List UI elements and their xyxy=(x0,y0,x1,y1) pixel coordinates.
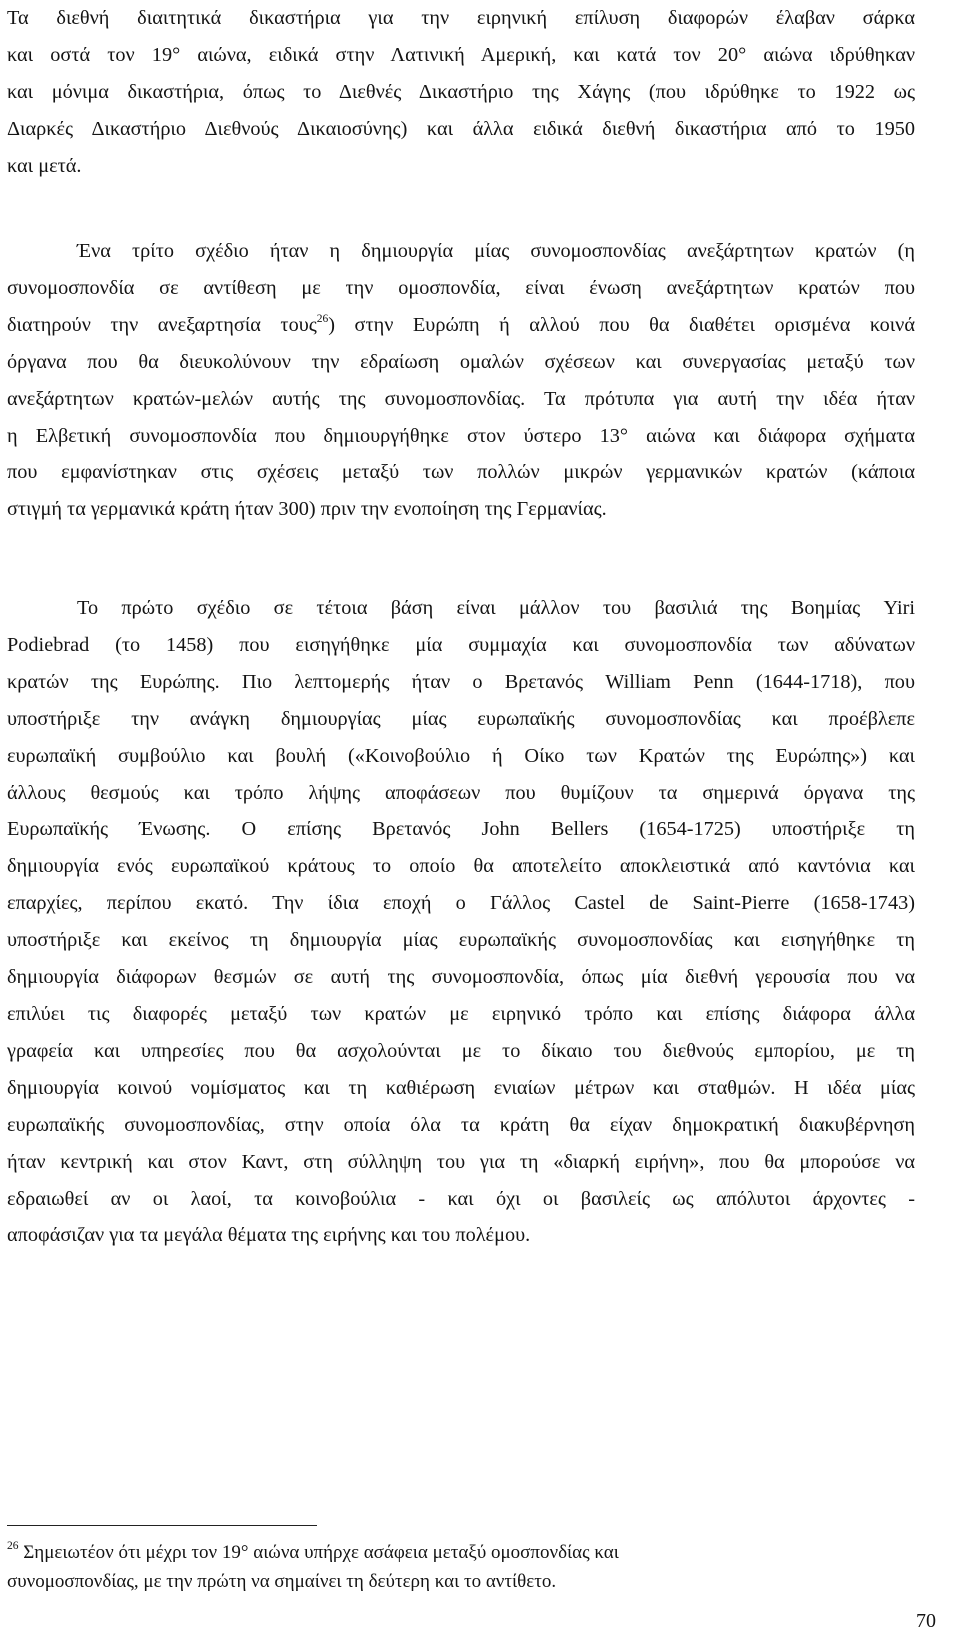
text-line: και μόνιμα δικαστήρια, όπως το Διεθνές Δικαστήριο της Χάγης (που ιδρύθηκε το 1922 ως xyxy=(7,80,915,103)
footnote-line: συνομοσπονδίας, με την πρώτη να σημαίνει τη δεύτερη και το αντίθετο. xyxy=(7,1571,557,1592)
footnote-number: 26 xyxy=(7,1540,19,1552)
footnote-reference[interactable]: 26 xyxy=(316,312,329,325)
text-line: επιλύει τις διαφορές μεταξύ των κρατών με ειρηνικό τρόπο και επίσης διάφορα άλλα xyxy=(7,1002,915,1025)
footnote-text: Σημειωτέον ότι μέχρι τον 19° αιώνα υπήρχε ασάφεια μεταξύ ομοσπονδίας και xyxy=(23,1542,619,1563)
footnote xyxy=(7,1538,907,1596)
text-segment: διατηρούν την ανεξαρτησία τους xyxy=(7,313,317,336)
footnote-separator xyxy=(7,1525,317,1526)
text-segment: ) στην Ευρώπη ή αλλού που θα διαθέτει ορισμένα κοινά xyxy=(328,313,915,336)
text-line: Τα διεθνή διαιτητικά δικαστήρια για την ειρηνική επίλυση διαφορών έλαβαν σάρκα xyxy=(7,7,915,29)
paragraph-3 xyxy=(7,590,915,1254)
text-line: δημιουργία κοινού νομίσματος και τη καθιέρωση ενιαίων μέτρων και σταθμών. Η ιδέα μίας xyxy=(7,1076,915,1099)
text-line: ήταν κεντρική και στον Καντ, στη σύλληψη του για τη «διαρκή ειρήνη», που θα μπορούσε να xyxy=(7,1150,915,1173)
text-line: Ευρωπαϊκής Ένωσης. Ο επίσης Βρετανός John Bellers (1654-1725) υποστήριξε τη xyxy=(7,818,915,841)
text-line: συνομοσπονδία σε αντίθεση με την ομοσπονδία, είναι ένωση ανεξάρτητων κρατών που xyxy=(7,276,915,299)
text-line: Διαρκές Δικαστήριο Διεθνούς Δικαιοσύνης) και άλλα ειδικά διεθνή δικαστήρια από το 1950 xyxy=(7,117,915,140)
text-line-with-footnote-ref xyxy=(7,307,915,344)
text-line: Ένα τρίτο σχέδιο ήταν η δημιουργία μίας συνομοσπονδίας ανεξάρτητων κρατών (η xyxy=(77,240,915,262)
text-line: αποφάσιζαν για τα μεγάλα θέματα της ειρήνης και του πολέμου. xyxy=(7,1224,531,1247)
text-line: δημιουργία ενός ευρωπαϊκού κράτους το οποίο θα αποτελείτο αποκλειστικά από καντόνια και xyxy=(7,855,915,878)
text-line: στιγμή τα γερμανικά κράτη ήταν 300) πριν την ενοποίηση της Γερμανίας. xyxy=(7,498,607,521)
text-line: επαρχίες, περίπου εκατό. Την ίδια εποχή ο Γάλλος Castel de Saint-Pierre (1658-1743) xyxy=(7,892,915,915)
text-line: άλλους θεσμούς και τρόπο λήψης αποφάσεων που θυμίζουν τα σημερινά όργανα της xyxy=(7,781,915,804)
text-line: που εμφανίστηκαν στις σχέσεις μεταξύ των πολλών μικρών γερμανικών κρατών (κάποια xyxy=(7,461,915,484)
text-line: υποστήριξε και εκείνος τη δημιουργία μίας ευρωπαϊκής συνομοσπονδίας και εισηγήθηκε τη xyxy=(7,929,915,952)
page-number: 70 xyxy=(916,1610,936,1632)
text-line: όργανα που θα διευκολύνουν την εδραίωση ομαλών σχέσεων και συνεργασίας μεταξύ των xyxy=(7,350,915,373)
text-line: γραφεία και υπηρεσίες που θα ασχολούνται με το δίκαιο του διεθνούς εμπορίου, με τη xyxy=(7,1039,915,1062)
text-line: Podiebrad (το 1458) που εισηγήθηκε μία συμμαχία και συνομοσπονδία των αδύνατων xyxy=(7,633,915,656)
text-line: εδραιωθεί αν οι λαοί, τα κοινοβούλια - και όχι οι βασιλείς ως απόλυτοι άρχοντες - xyxy=(7,1187,915,1210)
text-line: η Ελβετική συνομοσπονδία που δημιουργήθηκε στον ύστερο 13° αιώνα και διάφορα σχήματα xyxy=(7,424,915,447)
text-line: και μετά. xyxy=(7,154,82,177)
text-line: υποστήριξε την ανάγκη δημιουργίας μίας ευρωπαϊκής συνομοσπονδίας και προέβλεπε xyxy=(7,707,915,730)
text-line: και οστά τον 19° αιώνα, ειδικά στην Λατινική Αμερική, και κατά τον 20° αιώνα ιδρύθηκαν xyxy=(7,43,915,66)
text-line: ευρωπαϊκή συμβούλιο και βουλή («Κοινοβούλιο ή Οίκο των Κρατών της Ευρώπης») και xyxy=(7,744,915,767)
text-line: κρατών της Ευρώπης. Πιο λεπτομερής ήταν ο Βρετανός William Penn (1644-1718), που xyxy=(7,670,915,693)
paragraph-1 xyxy=(7,0,915,185)
text-line: ευρωπαϊκής συνομοσπονδίας, στην οποία όλα τα κράτη θα είχαν δημοκρατική διακυβέρνηση xyxy=(7,1113,915,1136)
footnote-line xyxy=(7,1538,907,1567)
paragraph-2 xyxy=(7,233,915,528)
text-line: δημιουργία διάφορων θεσμών σε αυτή της συνομοσπονδία, όπως μία διεθνή γερουσία που να xyxy=(7,966,915,989)
text-line: ανεξάρτητων κρατών-μελών αυτής της συνομοσπονδίας. Τα πρότυπα για αυτή την ιδέα ήταν xyxy=(7,387,915,410)
text-line: Το πρώτο σχέδιο σε τέτοια βάση είναι μάλλον του βασιλιά της Βοημίας Yiri xyxy=(77,597,915,619)
